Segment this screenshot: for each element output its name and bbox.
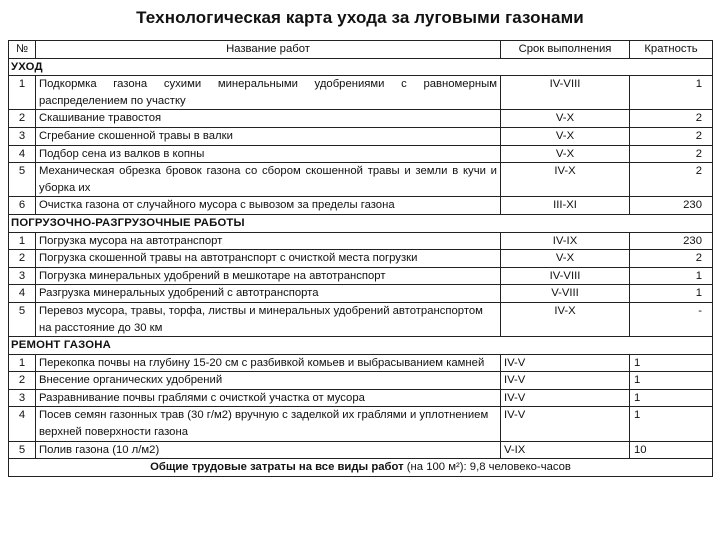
row-period: IV-X: [501, 163, 630, 197]
row-period: III-XI: [501, 197, 630, 215]
row-multiplicity: 2: [630, 110, 713, 128]
section-title: УХОД: [9, 58, 713, 76]
table-row: [9, 76, 713, 110]
table-row: [9, 145, 713, 163]
row-period: IV-V: [501, 389, 630, 407]
row-num: 1: [9, 354, 36, 372]
row-multiplicity: 2: [630, 127, 713, 145]
header-multiplicity: Кратность: [630, 41, 713, 59]
row-period: IV-V: [501, 354, 630, 372]
row-name: Погрузка скошенной травы на автотранспорт с очисткой места погрузки: [36, 250, 501, 268]
row-multiplicity: 2: [630, 163, 713, 197]
table-row: [9, 197, 713, 215]
table-body: [9, 58, 713, 476]
row-multiplicity: -: [630, 302, 713, 336]
table-row: [9, 372, 713, 390]
row-period: IV-X: [501, 302, 630, 336]
section-title: ПОГРУЗОЧНО-РАЗГРУЗОЧНЫЕ РАБОТЫ: [9, 214, 713, 232]
row-name: Подбор сена из валков в копны: [36, 145, 501, 163]
table-row: [9, 302, 713, 336]
table-row: [9, 285, 713, 303]
tech-card-table: [8, 40, 713, 477]
table-row: [9, 354, 713, 372]
table-row: [9, 232, 713, 250]
total-unit: (на 100 м²):: [403, 461, 470, 474]
row-period: V-VIII: [501, 285, 630, 303]
row-multiplicity: 1: [630, 407, 713, 441]
row-num: 2: [9, 250, 36, 268]
row-num: 5: [9, 163, 36, 197]
row-num: 4: [9, 407, 36, 441]
row-period: IV-VIII: [501, 76, 630, 110]
header-period: Срок выполнения: [501, 41, 630, 59]
section-title: РЕМОНТ ГАЗОНА: [9, 337, 713, 355]
row-num: 2: [9, 110, 36, 128]
row-multiplicity: 230: [630, 232, 713, 250]
row-name: Сгребание скошенной травы в валки: [36, 127, 501, 145]
row-num: 5: [9, 302, 36, 336]
row-period: IV-V: [501, 372, 630, 390]
row-num: 3: [9, 127, 36, 145]
row-name: Разравнивание почвы граблями с очисткой участка от мусора: [36, 389, 501, 407]
row-period: V-X: [501, 110, 630, 128]
row-name: Очистка газона от случайного мусора с вывозом за пределы газона: [36, 197, 501, 215]
table-row: [9, 389, 713, 407]
section-row-repair: [9, 337, 713, 355]
row-name: Внесение органических удобрений: [36, 372, 501, 390]
row-period: IV-VIII: [501, 267, 630, 285]
total-labor-cost: [9, 459, 713, 477]
row-num: 4: [9, 285, 36, 303]
row-period: IV-V: [501, 407, 630, 441]
row-multiplicity: 1: [630, 354, 713, 372]
row-multiplicity: 1: [630, 372, 713, 390]
header-num: №: [9, 41, 36, 59]
table-row: [9, 127, 713, 145]
row-num: 6: [9, 197, 36, 215]
row-num: 3: [9, 267, 36, 285]
row-name: Погрузка минеральных удобрений в мешкотаре на автотранспорт: [36, 267, 501, 285]
row-multiplicity: 2: [630, 250, 713, 268]
row-name: Разгрузка минеральных удобрений с автотранспорта: [36, 285, 501, 303]
row-name: Подкормка газона сухими минеральными удобрениями с равномерным распределением по участку: [36, 76, 501, 110]
section-row-care: [9, 58, 713, 76]
row-name: Перекопка почвы на глубину 15-20 см с разбивкой комьев и выбрасыванием камней: [36, 354, 501, 372]
document-title: Технологическая карта ухода за луговыми газонами: [136, 8, 584, 27]
table-row: [9, 407, 713, 441]
row-name: Полив газона (10 л/м2): [36, 441, 501, 459]
row-period: V-IX: [501, 441, 630, 459]
row-period: IV-IX: [501, 232, 630, 250]
row-name: Погрузка мусора на автотранспорт: [36, 232, 501, 250]
footer-row: [9, 459, 713, 477]
header-name: Название работ: [36, 41, 501, 59]
table-row: [9, 110, 713, 128]
row-multiplicity: 1: [630, 285, 713, 303]
table-row: [9, 250, 713, 268]
table-row: [9, 163, 713, 197]
row-multiplicity: 2: [630, 145, 713, 163]
row-multiplicity: 1: [630, 389, 713, 407]
row-name: Посев семян газонных трав (30 г/м2) вручную с заделкой их граблями и уплотнением верхней поверхности газона: [36, 407, 501, 441]
row-name: Перевоз мусора, травы, торфа, листвы и минеральных удобрений автотранспортом на расстояние до 30 км: [36, 302, 501, 336]
table-row: [9, 267, 713, 285]
row-num: 5: [9, 441, 36, 459]
row-name: Скашивание травостоя: [36, 110, 501, 128]
header-row: [9, 41, 713, 59]
row-multiplicity: 10: [630, 441, 713, 459]
row-name: Механическая обрезка бровок газона со сбором скошенной травы и земли в кучи и уборка их: [36, 163, 501, 197]
row-period: V-X: [501, 250, 630, 268]
row-period: V-X: [501, 145, 630, 163]
row-num: 1: [9, 232, 36, 250]
section-row-loading: [9, 214, 713, 232]
row-multiplicity: 1: [630, 267, 713, 285]
row-num: 4: [9, 145, 36, 163]
row-period: V-X: [501, 127, 630, 145]
row-multiplicity: 1: [630, 76, 713, 110]
row-multiplicity: 230: [630, 197, 713, 215]
row-num: 3: [9, 389, 36, 407]
total-label: Общие трудовые затраты на все виды работ: [150, 461, 404, 474]
table-row: [9, 441, 713, 459]
row-num: 2: [9, 372, 36, 390]
total-value: 9,8 человеко-часов: [469, 461, 571, 474]
row-num: 1: [9, 76, 36, 110]
